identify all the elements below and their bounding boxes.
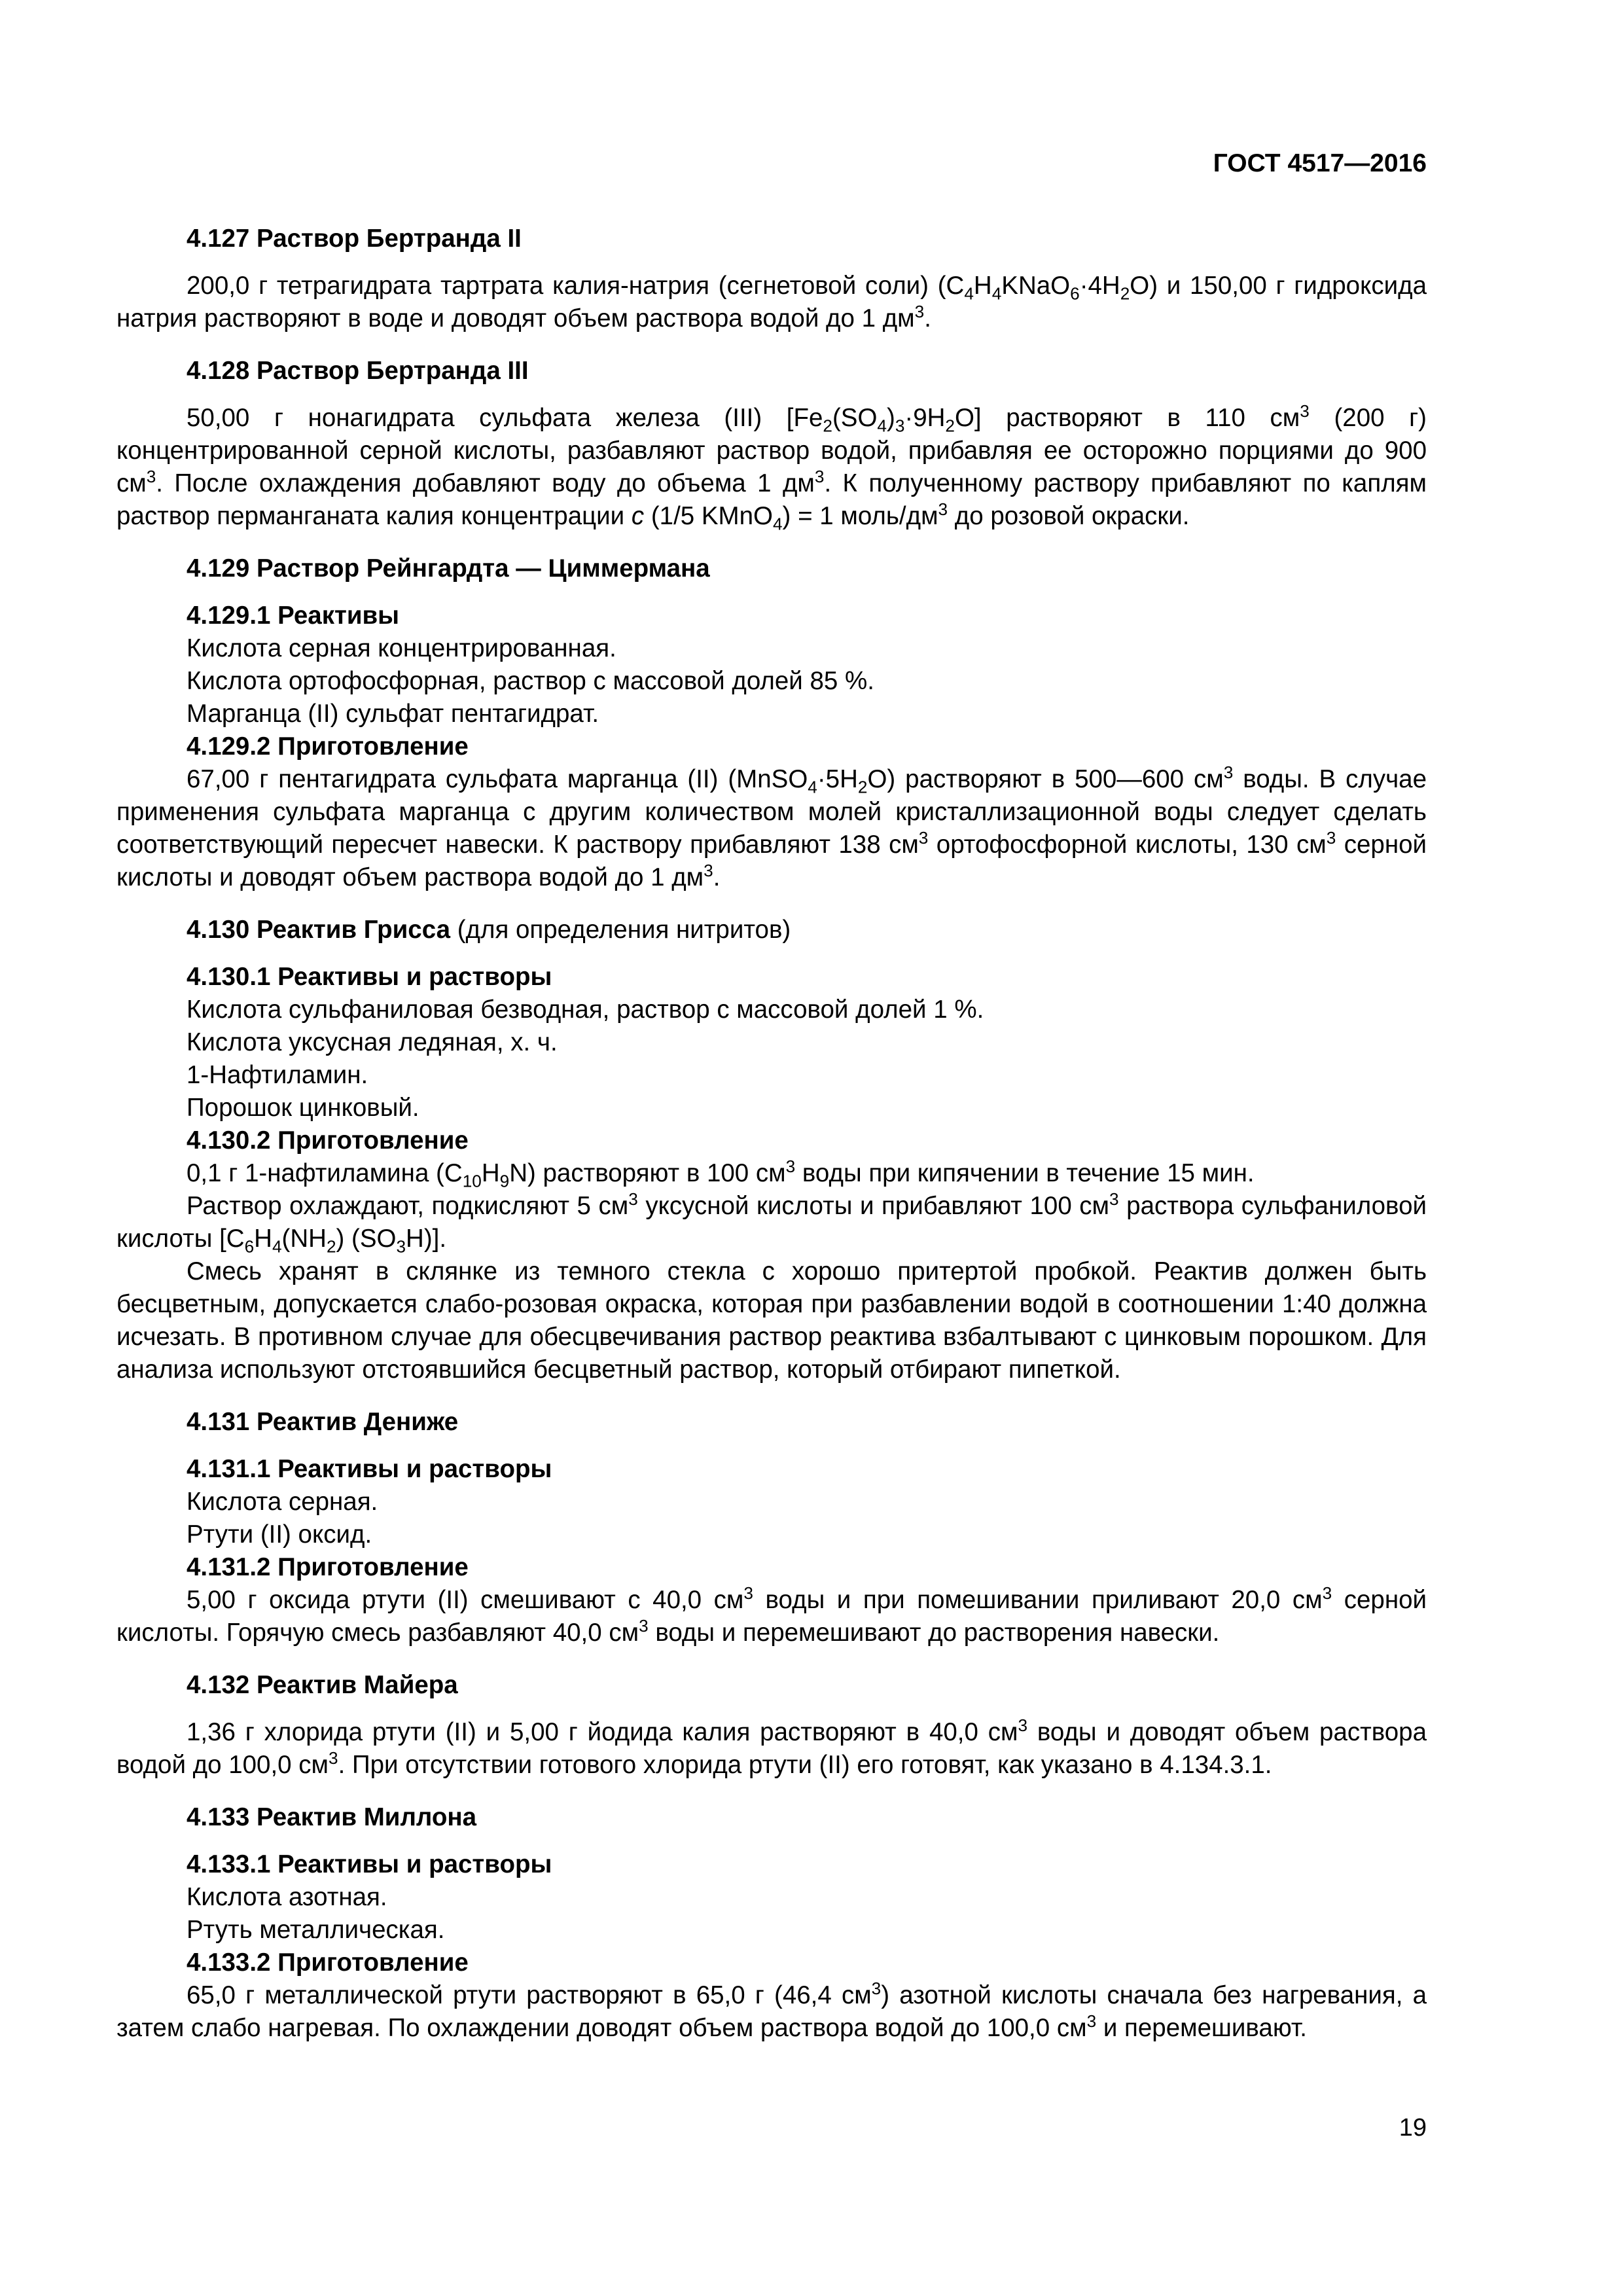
paragraph-4-129-2: 67,00 г пентагидрата сульфата марганца (II) $(MnSO_4\cdot 5H_2O)$ растворяют в 500—600 $см^3$ воды. В случае применения сульфата марганца с другим количеством молей кристаллизационной воды следует сделать соответствующий пересчет навески. К раствору прибавляют 138 $см^3$ ортофосфорной кислоты, 130 $см^3$ серной кислоты и доводят объем раствора водой до 1 $дм^3$. <box>116 762 1427 891</box>
subheading-4-131-2: 4.131.2 Приготовление <box>187 1553 469 1581</box>
reagent-line: Кислота уксусная ледяная, х. ч. <box>187 1028 558 1056</box>
paragraph-4-132: 1,36 г хлорида ртути (II) и 5,00 г йодида калия растворяют в 40,0 $см^3$ воды и доводят объем раствора водой до 100,0 $см^3$. При отсутствии готового хлорида ртути (II) его готовят, как указано в 4.134.3.1. <box>116 1715 1427 1779</box>
paragraph-4-130-2-c: Смесь хранят в склянке из темного стекла с хорошо притертой пробкой. Реактив должен быть бесцветным, допускается слабо-розовая окраска, которая при разбавлении водой в соотношении 1:40 должна исчезать. В противном случае для обесцвечивания раствор реактива взбалтывают с цинковым порошком. Для анализа используют отстоявшийся бесцветный раствор, который отбирают пипеткой. <box>116 1257 1427 1384</box>
document-body <box>116 223 1427 2045</box>
reagent-line: Кислота сульфаниловая безводная, раствор с массовой долей 1 %. <box>187 996 984 1024</box>
reagent-line: Ртути (II) оксид. <box>187 1520 372 1549</box>
section-heading-4-130: 4.130 Реактив Грисса (для определения нитритов) <box>187 916 791 944</box>
section-heading-4-133: 4.133 Реактив Миллона <box>187 1803 477 1831</box>
section-heading-4-131: 4.131 Реактив Дениже <box>187 1408 459 1436</box>
reagent-line: Кислота серная концентрированная. <box>187 634 616 662</box>
paragraph-4-131-2: 5,00 г оксида ртути (II) смешивают с 40,0 $см^3$ воды и при помешивании приливают 20,0 $см^3$ серной кислоты. Горячую смесь разбавляют 40,0 $см^3$ воды и перемешивают до растворения навески. <box>116 1583 1427 1647</box>
section-heading-4-128: 4.128 Раствор Бертранда III <box>187 357 529 385</box>
subheading-4-130-2: 4.130.2 Приготовление <box>187 1126 469 1155</box>
subheading-4-131-1: 4.131.1 Реактивы и растворы <box>187 1455 552 1483</box>
paragraph-4-127: 200,0 г тетрагидрата тартрата калия-натрия (сегнетовой соли) $(C_4H_4KNaO_6\cdot 4H_2O)$ и 150,00 г гидроксида натрия растворяют в воде и доводят объем раствора водой до 1 $дм^3$. <box>116 272 1427 332</box>
reagent-line: Порошок цинковый. <box>187 1094 419 1122</box>
subheading-4-129-1: 4.129.1 Реактивы <box>187 601 400 630</box>
page-number: 19 <box>1399 2114 1427 2142</box>
document-code: ГОСТ 4517—2016 <box>1213 149 1427 177</box>
paragraph-4-130-2-b: Раствор охлаждают, подкисляют 5 $см^3$ уксусной кислоты и прибавляют 100 $см^3$ раствора сульфаниловой кислоты [$C_6H_4(NH_2)$ $(SO_3H)$]. <box>116 1189 1427 1257</box>
paragraph-4-130-2-a: 0,1 г 1-нафтиламина $(C_{10}H_9N)$ растворяют в 100 $см^3$ воды при кипячении в течение 15 мин. <box>187 1157 1255 1191</box>
section-heading-4-127: 4.127 Раствор Бертранда II <box>187 224 522 253</box>
section-heading-4-132: 4.132 Реактив Майера <box>187 1671 458 1699</box>
reagent-line: Ртуть металлическая. <box>187 1916 445 1944</box>
subheading-4-129-2: 4.129.2 Приготовление <box>187 732 469 761</box>
paragraph-4-128: 50,00 г нонагидрата сульфата железа (III) $[Fe_2(SO_4)_3\cdot 9H_2O]$ растворяют в 110 $см^3$ (200 г) концентрированной серной кислоты, разбавляют раствор водой, прибавляя ее осторожно порциями до 900 $см^3$. После охлаждения добавляют воду до объема 1 $дм^3$. К полученному раствору прибавляют по каплям раствор перманганата калия концентрации c (1/5 KMnO$_4$) = 1 моль/$дм^3$ до розовой окраски. <box>116 401 1427 534</box>
reagent-line: Кислота азотная. <box>187 1883 387 1911</box>
section-heading-4-129: 4.129 Раствор Рейнгардта — Циммермана <box>187 554 710 583</box>
reagent-line: Кислота ортофосфорная, раствор с массовой долей 85 %. <box>187 667 874 695</box>
paragraph-4-133-2: 65,0 г металлической ртути растворяют в 65,0 г (46,4 $см^3$) азотной кислоты сначала без нагревания, а затем слабо нагревая. По охлаждении доводят объем раствора водой до 100,0 $см^3$ и перемешивают. <box>116 1979 1427 2042</box>
reagent-line: 1-Нафтиламин. <box>187 1061 368 1089</box>
subheading-4-133-2: 4.133.2 Приготовление <box>187 1948 469 1977</box>
subheading-4-130-1: 4.130.1 Реактивы и растворы <box>187 963 552 991</box>
reagent-line: Марганца (II) сульфат пентагидрат. <box>187 700 599 728</box>
subheading-4-133-1: 4.133.1 Реактивы и растворы <box>187 1850 552 1878</box>
reagent-line: Кислота серная. <box>187 1488 378 1516</box>
